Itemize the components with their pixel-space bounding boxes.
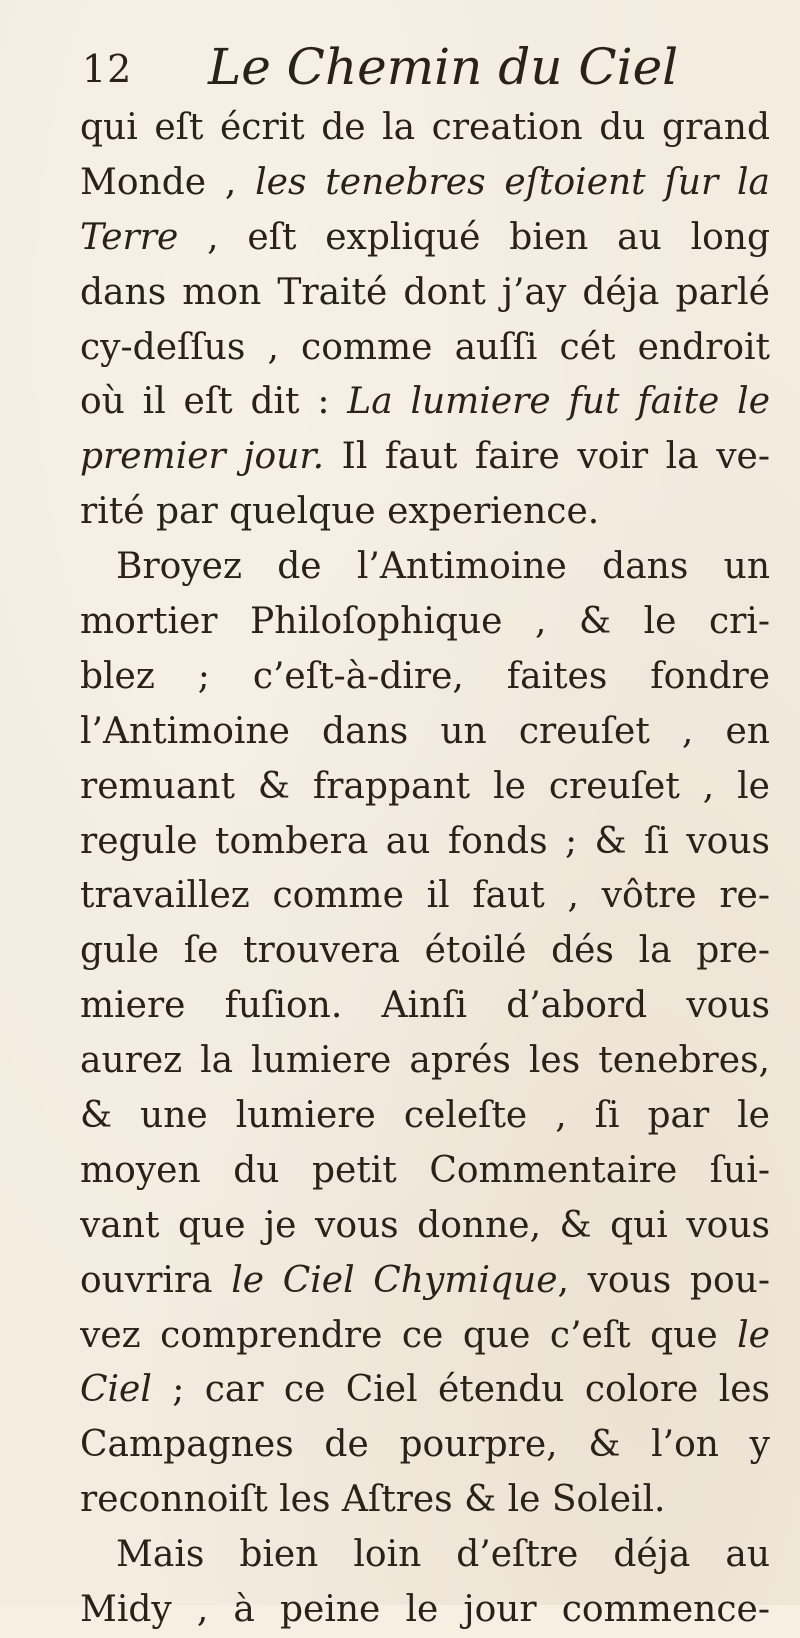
text-segment: cy-deſſus , comme auſſi cét endroit [80,326,770,368]
text-segment: regule tombera au fonds ; & ſi vous [80,820,770,862]
text-segment: où il eſt dit : [80,381,348,423]
text-segment: vant que je vous donne, & qui vous [80,1204,770,1246]
text-segment: l’Antimoine dans un creuſet , en [80,710,770,752]
text-line [80,1034,770,1089]
text-segment: vez comprendre ce que c’eſt que [80,1314,738,1356]
text-segment: Campagnes de pourpre, & l’on y [80,1424,770,1466]
text-segment: ouvrira [80,1259,232,1301]
text-segment: gule ſe trouvera étoilé dés la pre- [80,930,770,972]
page-number: 12 [82,47,133,91]
text-line [80,1089,770,1144]
text-line [80,156,770,211]
text-line [80,650,770,705]
text-segment: Il faut faire voir la ve- [324,436,770,478]
running-title: Le Chemin du Ciel [208,38,679,96]
text-line [80,595,770,650]
text-segment: reconnoiſt les Aſtres & le Soleil. [80,1479,666,1521]
text-segment: mortier Philoſophique , & le cri- [80,601,770,643]
text-segment: travaillez comme il faut , vôtre re- [80,875,770,917]
text-line [80,979,770,1034]
text-line [80,760,770,815]
italic-segment: Ciel [80,1369,152,1411]
text-segment: miere fuſion. Ainſi d’abord vous [80,985,770,1027]
text-segment: aurez la lumiere aprés les tenebres, [80,1040,770,1082]
text-line [80,375,770,430]
text-line [80,485,770,540]
text-line [80,1199,770,1254]
italic-segment: La lumiere fut faite le [347,381,770,423]
text-line [80,1583,770,1638]
italic-segment: premier jour. [80,436,325,478]
text-segment: Midy , à peine le jour commence- [80,1589,770,1631]
text-segment: Broyez de l’Antimoine dans un [116,546,770,588]
italic-segment: Terre [80,216,179,258]
text-line [80,1418,770,1473]
text-line [80,540,770,595]
text-segment: moyen du petit Commentaire ſui- [80,1149,770,1191]
text-segment: rité par quelque experience. [80,491,600,533]
text-segment: ; car ce Ciel étendu colore les [151,1369,770,1411]
text-line [80,1528,770,1583]
text-line [80,1363,770,1418]
text-line [80,815,770,870]
italic-segment: les tenebres eſtoient ſur la [255,161,770,203]
text-segment: Monde , [80,161,256,203]
italic-segment: le Ciel Chymique [231,1259,558,1301]
text-segment: dans mon Traité dont j’ay déja parlé [80,271,770,313]
text-segment: blez ; c’eſt-à-dire, faites fondre [80,655,770,697]
text-line [80,211,770,266]
text-segment: remuant & frappant le creuſet , le [80,765,770,807]
text-line [80,321,770,376]
text-line [80,705,770,760]
text-segment: , vous pou- [557,1259,770,1301]
text-line [80,101,770,156]
text-line [80,869,770,924]
text-segment: & une lumiere celeſte , ſi par le [80,1095,770,1137]
body-text [80,101,770,1638]
text-segment: Mais bien loin d’eſtre déja au [116,1534,770,1576]
text-segment: , eſt expliqué bien au long [178,216,770,258]
italic-segment: le [737,1314,770,1356]
text-line [80,1473,770,1528]
text-line [80,1309,770,1364]
text-line [80,924,770,979]
text-line [80,266,770,321]
text-line [80,430,770,485]
text-segment: qui eſt écrit de la creation du grand [80,107,770,148]
text-line [80,1144,770,1199]
text-line [80,1254,770,1309]
